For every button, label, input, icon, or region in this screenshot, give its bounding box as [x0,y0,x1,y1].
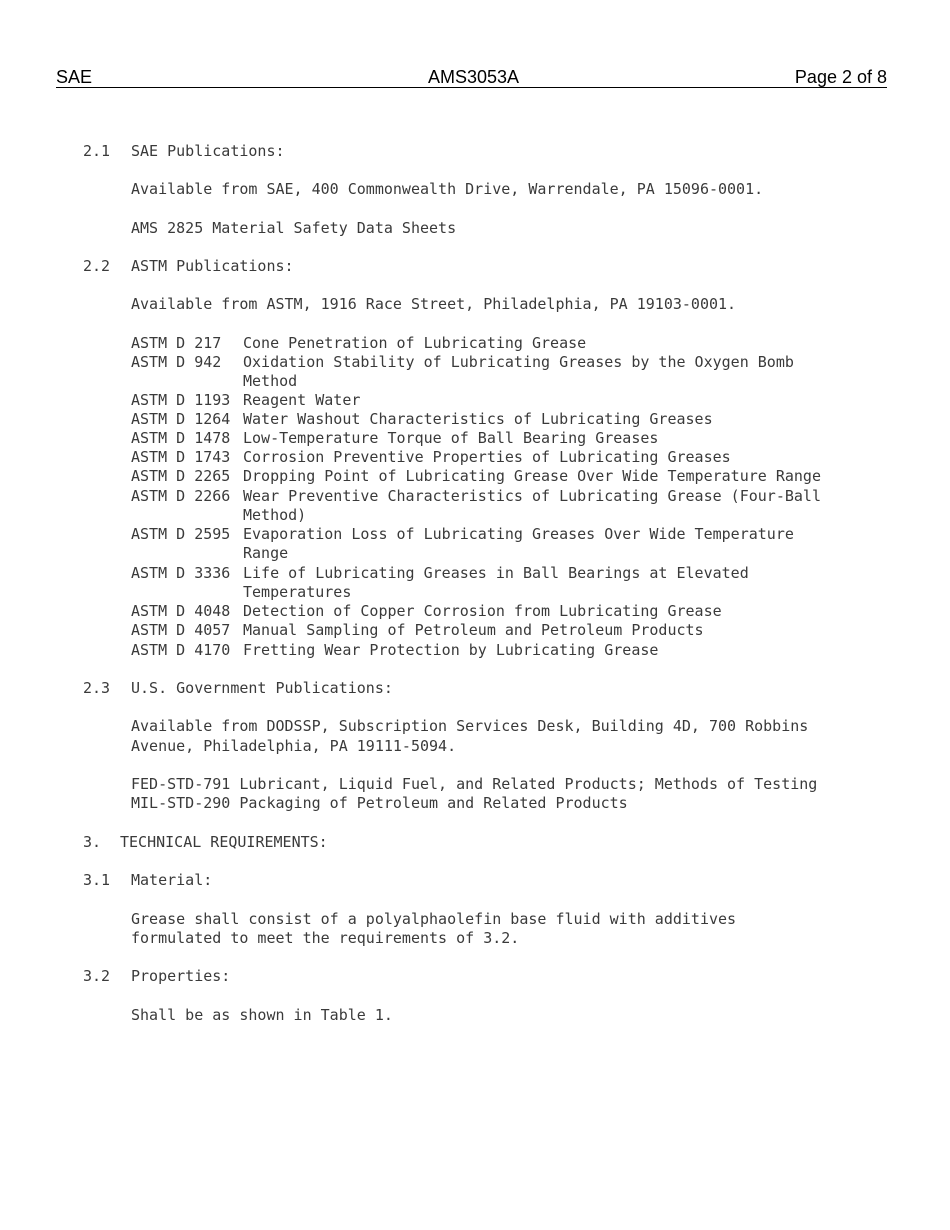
reference-code: ASTM D 4048 [131,602,231,620]
availability-text-continued: Avenue, Philadelphia, PA 19111-5094. [131,737,457,755]
reference-title: Life of Lubricating Greases in Ball Bearings at Elevated [243,564,749,582]
header-doc-number: AMS3053A [428,67,520,87]
reference-item: MIL-STD-290 Packaging of Petroleum and Related Products [131,794,628,812]
reference-title: Low-Temperature Torque of Ball Bearing Greases [243,429,659,447]
reference-item: AMS 2825 Material Safety Data Sheets [131,219,457,237]
section-title: SAE Publications: [131,142,285,160]
section-number: 2.3 [83,679,111,697]
reference-title: Fretting Wear Protection by Lubricating Grease [243,641,659,659]
reference-code: ASTM D 4170 [131,641,231,659]
reference-title-continued: Method [243,372,298,390]
section-title: Properties: [131,967,231,985]
reference-code: ASTM D 1743 [131,448,231,466]
section-title: ASTM Publications: [131,257,294,275]
section-body-continued: formulated to meet the requirements of 3.2. [131,929,520,947]
reference-title-continued: Range [243,544,289,562]
header-page-number: Page 2 of 8 [794,67,887,87]
header-org: SAE [56,67,93,87]
reference-code: ASTM D 2266 [131,487,231,505]
section-title: TECHNICAL REQUIREMENTS: [120,833,328,851]
reference-code: ASTM D 1264 [131,410,231,428]
availability-text: Available from SAE, 400 Commonwealth Drive, Warrendale, PA 15096-0001. [131,180,764,198]
reference-code: ASTM D 2595 [131,525,231,543]
reference-title: Reagent Water [243,391,361,409]
section-number: 2.2 [83,257,111,275]
section-number: 2.1 [83,142,111,160]
reference-code: ASTM D 3336 [131,564,231,582]
reference-code: ASTM D 2265 [131,467,231,485]
reference-title: Detection of Copper Corrosion from Lubricating Grease [243,602,722,620]
reference-title: Corrosion Preventive Properties of Lubricating Greases [243,448,731,466]
reference-code: ASTM D 942 [131,353,222,371]
reference-title: Dropping Point of Lubricating Grease Over Wide Temperature Range [243,467,821,485]
section-number: 3.2 [83,967,111,985]
section-title: U.S. Government Publications: [131,679,393,697]
section-number: 3. [83,833,102,851]
availability-text: Available from DODSSP, Subscription Services Desk, Building 4D, 700 Robbins [131,717,809,735]
reference-code: ASTM D 217 [131,334,222,352]
reference-title: Cone Penetration of Lubricating Grease [243,334,587,352]
reference-title-continued: Temperatures [243,583,352,601]
reference-title: Oxidation Stability of Lubricating Greases by the Oxygen Bomb [243,353,794,371]
reference-title: Manual Sampling of Petroleum and Petroleum Products [243,621,704,639]
reference-item: FED-STD-791 Lubricant, Liquid Fuel, and Related Products; Methods of Testing [131,775,818,793]
reference-title-continued: Method) [243,506,307,524]
section-number: 3.1 [83,871,111,889]
section-title: Material: [131,871,213,889]
reference-title: Evaporation Loss of Lubricating Greases Over Wide Temperature [243,525,794,543]
availability-text: Available from ASTM, 1916 Race Street, Philadelphia, PA 19103-0001. [131,295,737,313]
section-body: Grease shall consist of a polyalphaolefin base fluid with additives [131,910,737,928]
section-body: Shall be as shown in Table 1. [131,1006,393,1024]
reference-title: Water Washout Characteristics of Lubricating Greases [243,410,713,428]
reference-title: Wear Preventive Characteristics of Lubricating Grease (Four-Ball [243,487,821,505]
reference-code: ASTM D 1478 [131,429,231,447]
reference-code: ASTM D 4057 [131,621,231,639]
reference-code: ASTM D 1193 [131,391,231,409]
